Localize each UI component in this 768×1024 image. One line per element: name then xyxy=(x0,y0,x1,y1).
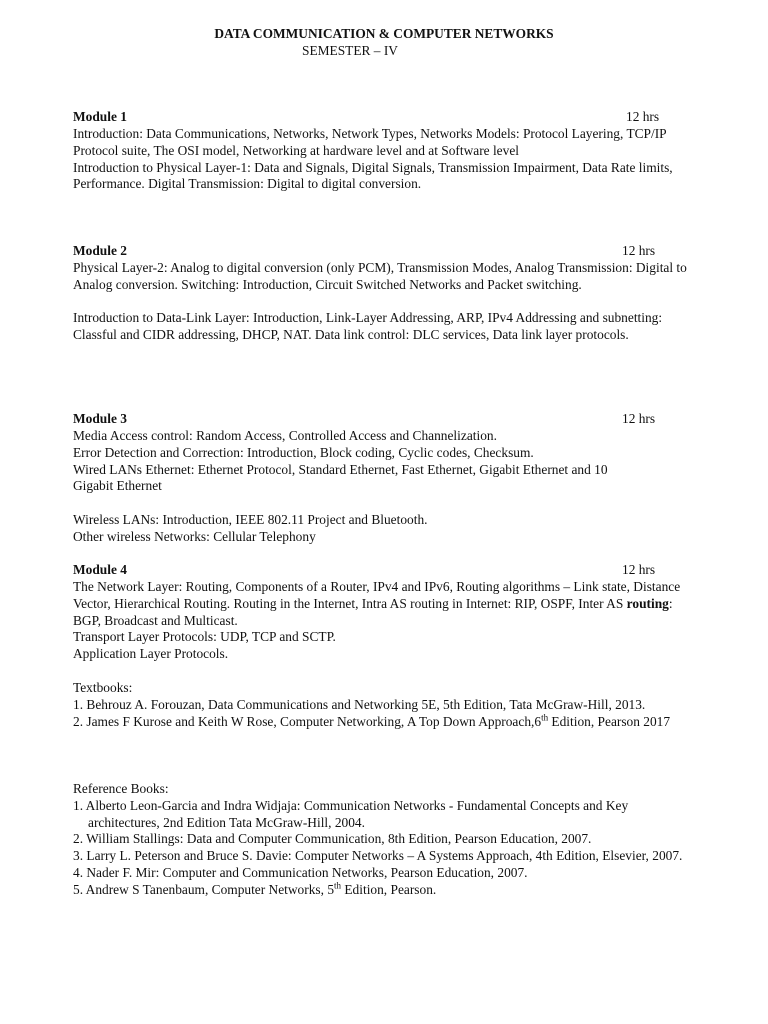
semester-label: SEMESTER – IV xyxy=(302,43,398,58)
reference-text: Edition, Pearson. xyxy=(341,881,437,897)
module-3-paragraph: Media Access control: Random Access, Controlled Access and Channelization. xyxy=(73,428,497,443)
textbook-item xyxy=(73,714,695,731)
reference-text: 5. Andrew S Tanenbaum, Computer Networks, 5 xyxy=(73,881,335,897)
module-4-paragraph: Transport Layer Protocols: UDP, TCP and SCTP. xyxy=(73,629,336,645)
module-4-paragraph xyxy=(73,579,695,629)
module-2-title: Module 2 xyxy=(73,243,127,258)
module-3-header xyxy=(73,411,695,428)
module-2-paragraph: Physical Layer-2: Analog to digital conversion (only PCM), Transmission Modes, Analog Transmission: Digital to Analog conversion. Switching: Introduction, Circuit Switched Networks and Packet switching. xyxy=(73,260,687,292)
module-2-paragraph: Introduction to Data-Link Layer: Introduction, Link-Layer Addressing, ARP, IPv4 Addressing and subnetting: Classful and CIDR addressing, DHCP, NAT. Data link control: DLC services, Data link layer protocols. xyxy=(73,310,663,343)
reference-item: 3. Larry L. Peterson and Bruce S. Davie: Computer Networks – A Systems Approach, 4th Edition, Elsevier, 2007. xyxy=(73,848,683,864)
module-1-paragraph: Introduction: Data Communications, Networks, Network Types, Networks Models: Protocol Layering, TCP/IP Protocol suite, The OSI model, Networking at hardware level and at Software level xyxy=(73,126,667,158)
superscript: th xyxy=(334,880,342,891)
reference-item xyxy=(73,882,695,899)
module-4-paragraph: Application Layer Protocols. xyxy=(73,646,229,662)
textbooks-heading: Textbooks: xyxy=(73,680,133,695)
textbook-item: 1. Behrouz A. Forouzan, Data Communications and Networking 5E, 5th Edition, Tata McGraw-Hill, 2013. xyxy=(73,696,646,712)
reference-books-section xyxy=(73,781,695,899)
module-4-header xyxy=(73,562,695,579)
textbook-text: Edition, Pearson 2017 xyxy=(548,713,671,729)
reference-item: 2. William Stallings: Data and Computer Communication, 8th Edition, Pearson Education, 2007. xyxy=(73,831,592,847)
module-2-header xyxy=(73,243,695,260)
module-1-section xyxy=(73,109,695,193)
module-3-paragraph: Error Detection and Correction: Introduction, Block coding, Cyclic codes, Checksum. xyxy=(73,444,534,460)
module-3-section xyxy=(73,411,695,546)
module-1-title: Module 1 xyxy=(73,109,127,124)
textbook-text: 2. James F Kurose and Keith W Rose, Computer Networking, A Top Down Approach,6 xyxy=(73,713,542,729)
module-3-title: Module 3 xyxy=(73,411,127,426)
reference-item: 1. Alberto Leon-Garcia and Indra Widjaja: Communication Networks - Fundamental Concepts and Key architectures, 2nd Edition Tata McGraw-Hill, 2004. xyxy=(73,797,629,830)
document-title: DATA COMMUNICATION & COMPUTER NETWORKS xyxy=(214,26,554,41)
superscript: th xyxy=(541,712,549,723)
textbooks-section xyxy=(73,680,695,730)
module-4-text: The Network Layer: Routing, Components of a Router, IPv4 and IPv6, Routing algorithms – Link state, Distance Vector, Hierarchical Routing. Routing in the Internet, Intra AS routing in Internet: RIP, OSPF, Inter AS xyxy=(73,579,681,611)
module-4-bold-text: routing xyxy=(626,595,669,611)
module-3-paragraph: Wired LANs Ethernet: Ethernet Protocol, Standard Ethernet, Fast Ethernet, Gigabit Ethernet and 10 Gigabit Ethernet xyxy=(73,461,608,494)
module-4-title: Module 4 xyxy=(73,562,127,577)
module-2-hours: 12 hrs xyxy=(622,243,656,258)
module-4-text: : BGP, Broadcast and Multicast. xyxy=(73,595,673,628)
module-3-hours: 12 hrs xyxy=(622,411,656,426)
module-4-section xyxy=(73,562,695,663)
reference-books-heading: Reference Books: xyxy=(73,781,169,796)
module-3-paragraph: Other wireless Networks: Cellular Telephony xyxy=(73,528,316,544)
module-3-paragraph: Wireless LANs: Introduction, IEEE 802.11 Project and Bluetooth. xyxy=(73,511,428,527)
module-1-paragraph: Introduction to Physical Layer-1: Data and Signals, Digital Signals, Transmission Impairment, Data Rate limits, Performance. Digital Transmission: Digital to digital conversion. xyxy=(73,159,673,192)
module-4-hours: 12 hrs xyxy=(622,562,656,577)
module-1-header xyxy=(73,109,695,126)
module-2-section xyxy=(73,243,695,344)
module-1-hours: 12 hrs xyxy=(626,109,660,124)
reference-item: 4. Nader F. Mir: Computer and Communication Networks, Pearson Education, 2007. xyxy=(73,864,528,880)
